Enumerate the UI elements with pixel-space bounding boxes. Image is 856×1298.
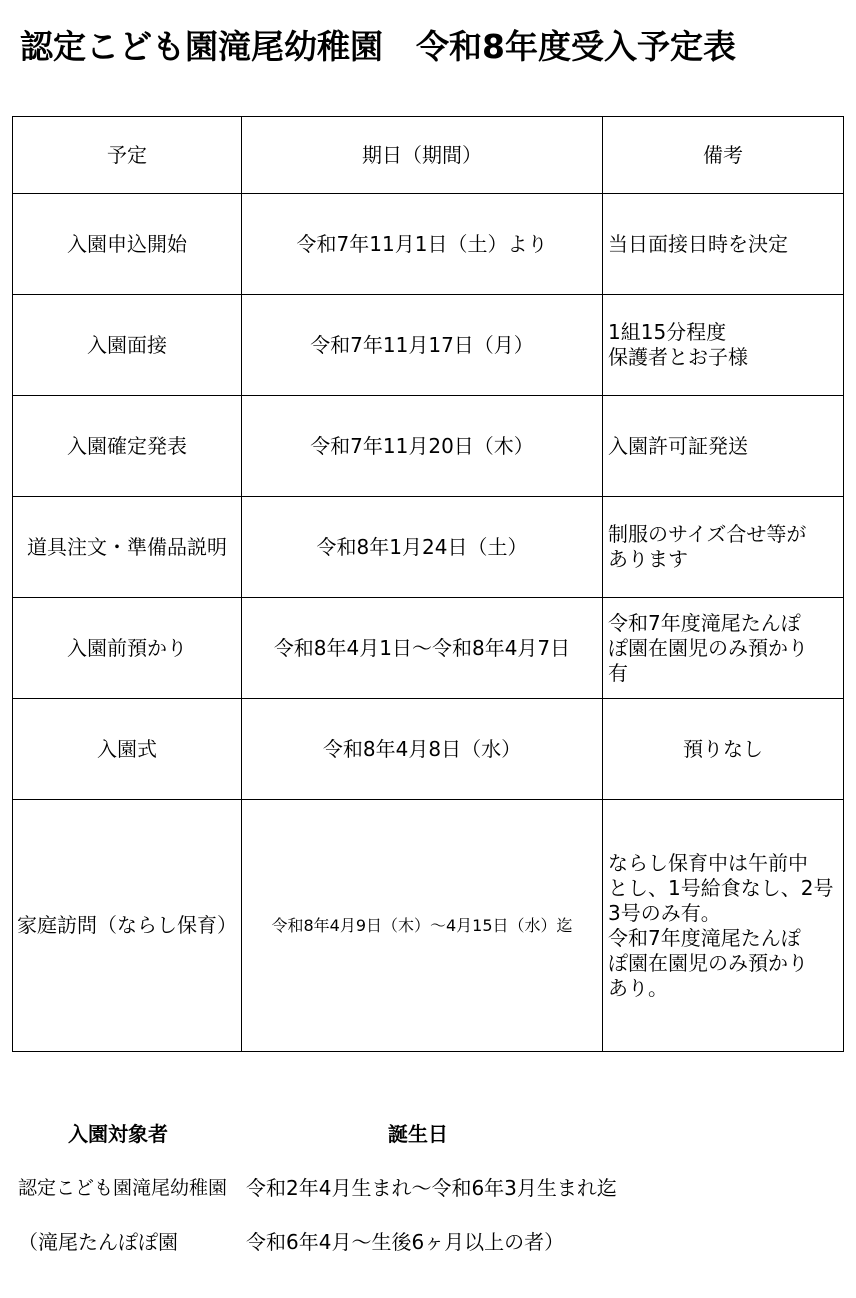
eligibility-birth: 令和2年4月生まれ～令和6年3月生まれ迄 (246, 1176, 617, 1200)
header-notes: 備考 (603, 117, 844, 194)
row-notes (603, 699, 844, 800)
eligibility-row (18, 1174, 838, 1202)
note-line: あります (608, 547, 688, 571)
eligibility-header-birth: 誕生日 (388, 1122, 448, 1146)
eligibility-target: （滝尾たんぽぽ園 (18, 1230, 178, 1254)
row-notes (603, 497, 844, 598)
row-event: 入園面接 (13, 295, 242, 396)
table-header-row (13, 117, 844, 194)
header-event: 予定 (13, 117, 242, 194)
row-event: 入園前預かり (13, 598, 242, 699)
row-event: 家庭訪問（ならし保育） (13, 800, 242, 1052)
row-date: 令和8年4月8日（水） (242, 699, 603, 800)
row-date: 令和7年11月20日（木） (242, 396, 603, 497)
note-line: ならし保育中は午前中 (608, 850, 808, 875)
schedule-table (12, 116, 844, 1052)
row-event: 入園式 (13, 699, 242, 800)
table-row (13, 497, 844, 598)
table-row (13, 800, 844, 1052)
note-line: ぽ園在園児のみ預かり (608, 950, 808, 975)
note-line: とし、1号給食なし、2号 (608, 875, 834, 900)
note-line: 令和7年度滝尾たんぽ (608, 925, 801, 950)
note-line: ぽ園在園児のみ預かり (608, 635, 808, 660)
table-row (13, 194, 844, 295)
row-date: 令和7年11月1日（土）より (242, 194, 603, 295)
eligibility-target: 認定こども園滝尾幼稚園 (18, 1177, 228, 1199)
eligibility-header-target: 入園対象者 (68, 1122, 168, 1146)
table-row (13, 699, 844, 800)
table-row (13, 396, 844, 497)
table-row (13, 295, 844, 396)
row-notes (603, 396, 844, 497)
row-notes (603, 800, 844, 1052)
header-date: 期日（期間） (242, 117, 603, 194)
note-line: 3号のみ有。 (608, 900, 721, 925)
row-date: 令和7年11月17日（月） (242, 295, 603, 396)
note-line: 保護者とお子様 (608, 345, 748, 369)
row-notes (603, 194, 844, 295)
eligibility-birth: 令和6年4月～生後6ヶ月以上の者） (246, 1230, 565, 1254)
row-date: 令和8年4月9日（木）～4月15日（水）迄 (242, 800, 603, 1052)
note-line: あり。 (608, 975, 668, 1000)
row-date: 令和8年1月24日（土） (242, 497, 603, 598)
row-event: 入園確定発表 (13, 396, 242, 497)
note-line: 制服のサイズ合せ等が (608, 522, 807, 546)
note-line: 預りなし (683, 736, 763, 761)
note-line: 令和7年度滝尾たんぽ (608, 610, 801, 635)
row-notes (603, 598, 844, 699)
note-line: 1組15分程度 (608, 320, 727, 344)
row-notes (603, 295, 844, 396)
page-title: 認定こども園滝尾幼稚園 令和8年度受入予定表 (20, 27, 736, 66)
row-date: 令和8年4月1日～令和8年4月7日 (242, 598, 603, 699)
note-line: 有 (608, 660, 628, 685)
table-row (13, 598, 844, 699)
note-line: 当日面接日時を決定 (608, 231, 788, 256)
row-event: 入園申込開始 (13, 194, 242, 295)
row-event: 道具注文・準備品説明 (13, 497, 242, 598)
note-line: 入園許可証発送 (608, 433, 748, 458)
eligibility-row (18, 1228, 838, 1256)
